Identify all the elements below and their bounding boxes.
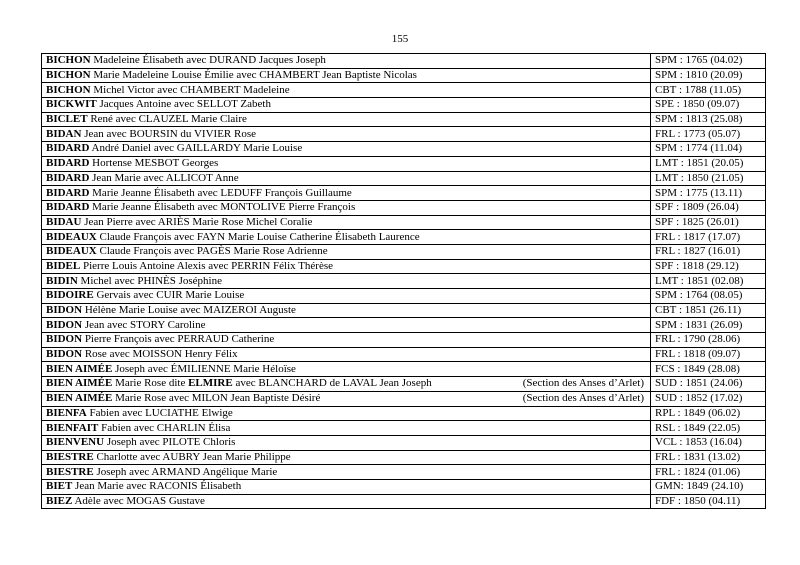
entry-names xyxy=(46,69,646,82)
entry-parish-date: RSL : 1849 (22.05) xyxy=(651,421,766,436)
entry-details: Charlotte avec AUBRY Jean Marie Philippe xyxy=(93,450,291,463)
entry-names-cell xyxy=(42,54,651,69)
entry-names xyxy=(46,113,646,126)
register-row xyxy=(42,391,766,406)
entry-surname: BIDARD xyxy=(46,201,90,214)
entry-surname: BIEN AIMÉE xyxy=(46,377,113,390)
entry-parish-date: FRL : 1824 (01.06) xyxy=(651,465,766,480)
entry-surname: BIDARD xyxy=(46,186,90,199)
entry-details: Claude François avec PAGÈS Marie Rose Adrienne xyxy=(96,245,328,258)
register-row xyxy=(42,98,766,113)
entry-couple xyxy=(46,157,218,170)
entry-details: Michel avec PHINÈS Joséphine xyxy=(77,274,222,287)
entry-names-cell xyxy=(42,98,651,113)
entry-surname: BIDEAUX xyxy=(46,230,97,243)
register-row xyxy=(42,450,766,465)
entry-details: Marie Jeanne Élisabeth avec LEDUFF François Guillaume xyxy=(89,186,352,199)
register-row xyxy=(42,259,766,274)
entry-details: Michel Victor avec CHAMBERT Madeleine xyxy=(90,83,290,96)
entry-details: Marie Jeanne Élisabeth avec MONTOLIVE Pierre François xyxy=(89,201,356,214)
entry-couple xyxy=(46,201,355,214)
entry-surname: BICKWIT xyxy=(46,98,97,111)
entry-names xyxy=(46,84,646,97)
entry-surname: BIENFA xyxy=(46,406,87,419)
entry-names xyxy=(46,466,646,479)
register-row xyxy=(42,171,766,186)
entry-couple xyxy=(46,113,247,126)
entry-names-cell xyxy=(42,303,651,318)
register-row xyxy=(42,435,766,450)
entry-surname: BIENVENU xyxy=(46,436,105,449)
entry-couple xyxy=(46,436,235,449)
entry-details: Rose avec MOISSON Henry Félix xyxy=(82,348,238,361)
entry-details: Fabien avec LUCIATHE Elwige xyxy=(86,406,233,419)
entry-parish-date: LMT : 1850 (21.05) xyxy=(651,171,766,186)
entry-details: Marie Rose avec MILON Jean Baptiste Désiré xyxy=(112,392,321,405)
entry-couple xyxy=(46,128,256,141)
entry-names xyxy=(46,231,646,244)
register-row xyxy=(42,142,766,157)
entry-names-cell xyxy=(42,127,651,142)
entry-parish-date: FCS : 1849 (28.08) xyxy=(651,362,766,377)
entry-names xyxy=(46,422,646,435)
entry-names xyxy=(46,142,646,155)
entry-surname: BIDON xyxy=(46,348,83,361)
entry-couple xyxy=(46,260,333,273)
entry-details-continued: avec BLANCHARD de LAVAL Jean Joseph xyxy=(232,377,432,390)
entry-names xyxy=(46,304,646,317)
entry-names xyxy=(46,348,646,361)
entry-details: Joseph avec ÉMILIENNE Marie Héloïse xyxy=(112,362,296,375)
entry-parish-date: LMT : 1851 (02.08) xyxy=(651,274,766,289)
entry-parish-date: FRL : 1818 (09.07) xyxy=(651,347,766,362)
entry-details: Madeleine Élisabeth avec DURAND Jacques Joseph xyxy=(90,54,326,67)
entry-names xyxy=(46,451,646,464)
entry-couple xyxy=(46,392,320,405)
register-row xyxy=(42,421,766,436)
entry-details: Claude François avec FAYN Marie Louise Catherine Élisabeth Laurence xyxy=(96,230,420,243)
entry-details: Jean Pierre avec ARIÈS Marie Rose Michel Coralie xyxy=(81,215,313,228)
entry-parish-date: SUD : 1851 (24.06) xyxy=(651,377,766,392)
entry-couple xyxy=(46,333,274,346)
register-row xyxy=(42,68,766,83)
entry-couple xyxy=(46,54,326,67)
entry-names xyxy=(46,157,646,170)
entry-names-cell xyxy=(42,391,651,406)
entry-parish-date: SPM : 1765 (04.02) xyxy=(651,54,766,69)
entry-parish-date: LMT : 1851 (20.05) xyxy=(651,156,766,171)
entry-names-cell xyxy=(42,289,651,304)
register-row xyxy=(42,83,766,98)
register-row xyxy=(42,289,766,304)
register-row xyxy=(42,377,766,392)
entry-couple xyxy=(46,231,420,244)
entry-details: Gervais avec CUIR Marie Louise xyxy=(93,289,245,302)
entry-surname: BIET xyxy=(46,480,73,493)
entry-couple xyxy=(46,363,296,376)
entry-surname: BICLET xyxy=(46,113,88,126)
entry-parish-date: SPF : 1809 (26.04) xyxy=(651,200,766,215)
entry-parish-date: SPM : 1810 (20.09) xyxy=(651,68,766,83)
entry-details: Pierre François avec PERRAUD Catherine xyxy=(82,333,275,346)
entry-surname: BIDARD xyxy=(46,157,90,170)
entry-names-cell xyxy=(42,406,651,421)
entry-couple xyxy=(46,142,302,155)
entry-couple xyxy=(46,172,239,185)
entry-couple xyxy=(46,480,241,493)
entry-couple xyxy=(46,69,417,82)
entry-details: Pierre Louis Antoine Alexis avec PERRIN Félix Thérèse xyxy=(80,259,334,272)
entry-names xyxy=(46,260,646,273)
entry-details: Marie Madeleine Louise Émilie avec CHAMBERT Jean Baptiste Nicolas xyxy=(90,69,417,82)
register-row xyxy=(42,479,766,494)
entry-details: Fabien avec CHARLIN Élisa xyxy=(98,421,231,434)
entry-couple xyxy=(46,451,291,464)
register-rows xyxy=(42,54,766,509)
entry-parish-date: SPF : 1818 (29.12) xyxy=(651,259,766,274)
register-row xyxy=(42,54,766,69)
entry-names xyxy=(46,495,646,508)
register-row xyxy=(42,347,766,362)
entry-names xyxy=(46,201,646,214)
entry-names-cell xyxy=(42,230,651,245)
entry-couple xyxy=(46,289,244,302)
entry-names-cell xyxy=(42,450,651,465)
entry-names-cell xyxy=(42,347,651,362)
entry-names xyxy=(46,216,646,229)
entry-surname: BIEN AIMÉE xyxy=(46,362,113,375)
entry-names-cell xyxy=(42,362,651,377)
entry-names xyxy=(46,377,646,390)
entry-names-cell xyxy=(42,435,651,450)
marriage-register-table xyxy=(41,53,766,509)
entry-surname: BICHON xyxy=(46,54,91,67)
entry-couple xyxy=(46,319,205,332)
entry-names xyxy=(46,319,646,332)
entry-parish-date: SPE : 1850 (09.07) xyxy=(651,98,766,113)
entry-names xyxy=(46,54,646,67)
register-row xyxy=(42,112,766,127)
entry-names-cell xyxy=(42,421,651,436)
entry-alias-surname: ELMIRE xyxy=(188,377,233,390)
entry-names xyxy=(46,480,646,493)
entry-couple xyxy=(46,422,230,435)
entry-couple xyxy=(46,377,432,390)
entry-surname: BIEZ xyxy=(46,494,73,507)
entry-parish-date: SPM : 1774 (11.04) xyxy=(651,142,766,157)
entry-surname: BIDAN xyxy=(46,127,82,140)
entry-parish-date: FDF : 1850 (04.11) xyxy=(651,494,766,509)
entry-surname: BIESTRE xyxy=(46,465,94,478)
entry-parish-date: FRL : 1827 (16.01) xyxy=(651,244,766,259)
entry-names-cell xyxy=(42,494,651,509)
entry-couple xyxy=(46,187,352,200)
entry-details: René avec CLAUZEL Marie Claire xyxy=(87,113,247,126)
entry-couple xyxy=(46,98,271,111)
register-row xyxy=(42,406,766,421)
entry-details: Jean avec STORY Caroline xyxy=(82,318,206,331)
entry-names xyxy=(46,392,646,405)
entry-surname: BIDEAUX xyxy=(46,245,97,258)
entry-names-cell xyxy=(42,171,651,186)
entry-details: André Daniel avec GAILLARDY Marie Louise xyxy=(89,142,303,155)
register-row xyxy=(42,230,766,245)
entry-names-cell xyxy=(42,244,651,259)
entry-surname: BICHON xyxy=(46,69,91,82)
entry-couple xyxy=(46,84,290,97)
entry-surname: BIEN AIMÉE xyxy=(46,392,113,405)
entry-details: Joseph avec ARMAND Angélique Marie xyxy=(93,465,278,478)
register-row xyxy=(42,333,766,348)
entry-parish-date: VCL : 1853 (16.04) xyxy=(651,435,766,450)
entry-surname: BICHON xyxy=(46,83,91,96)
entry-couple xyxy=(46,495,205,508)
entry-details: Adèle avec MOGAS Gustave xyxy=(72,494,205,507)
entry-surname: BIDON xyxy=(46,304,83,317)
entry-details: Marie Rose dite xyxy=(112,377,189,390)
entry-parish-date: SUD : 1852 (17.02) xyxy=(651,391,766,406)
entry-section-note: (Section des Anses d’Arlet) xyxy=(522,377,644,390)
entry-details: Jean avec BOURSIN du VIVIER Rose xyxy=(81,127,257,140)
entry-names xyxy=(46,436,646,449)
register-row xyxy=(42,274,766,289)
register-row xyxy=(42,127,766,142)
page-number: 155 xyxy=(391,33,409,45)
entry-names-cell xyxy=(42,112,651,127)
entry-parish-date: FRL : 1790 (28.06) xyxy=(651,333,766,348)
entry-couple xyxy=(46,304,296,317)
entry-couple xyxy=(46,466,277,479)
entry-names-cell xyxy=(42,186,651,201)
register-row xyxy=(42,156,766,171)
entry-surname: BIDOIRE xyxy=(46,289,94,302)
entry-names-cell xyxy=(42,156,651,171)
entry-names-cell xyxy=(42,200,651,215)
entry-names xyxy=(46,98,646,111)
entry-parish-date: SPM : 1775 (13.11) xyxy=(651,186,766,201)
entry-names xyxy=(46,289,646,302)
entry-parish-date: FRL : 1817 (17.07) xyxy=(651,230,766,245)
entry-names-cell xyxy=(42,83,651,98)
entry-names-cell xyxy=(42,333,651,348)
entry-surname: BIDARD xyxy=(46,171,90,184)
entry-details: Jacques Antoine avec SELLOT Zabeth xyxy=(96,98,271,111)
entry-names xyxy=(46,187,646,200)
register-row xyxy=(42,244,766,259)
register-row xyxy=(42,200,766,215)
entry-names-cell xyxy=(42,465,651,480)
entry-surname: BIDIN xyxy=(46,274,78,287)
entry-names-cell xyxy=(42,259,651,274)
entry-parish-date: GMN: 1849 (24.10) xyxy=(651,479,766,494)
entry-names-cell xyxy=(42,274,651,289)
entry-parish-date: SPM : 1813 (25.08) xyxy=(651,112,766,127)
entry-names-cell xyxy=(42,68,651,83)
entry-surname: BIENFAIT xyxy=(46,421,99,434)
entry-parish-date: SPM : 1764 (08.05) xyxy=(651,289,766,304)
entry-couple xyxy=(46,275,222,288)
entry-parish-date: CBT : 1788 (11.05) xyxy=(651,83,766,98)
entry-details: Hélène Marie Louise avec MAIZEROI Auguste xyxy=(82,304,296,317)
entry-surname: BIDON xyxy=(46,333,83,346)
entry-names xyxy=(46,245,646,258)
entry-couple xyxy=(46,216,312,229)
register-row xyxy=(42,318,766,333)
entry-parish-date: SPM : 1831 (26.09) xyxy=(651,318,766,333)
entry-names xyxy=(46,128,646,141)
entry-names-cell xyxy=(42,318,651,333)
entry-names-cell xyxy=(42,215,651,230)
entry-details: Jean Marie avec ALLICOT Anne xyxy=(89,171,239,184)
entry-parish-date: CBT : 1851 (26.11) xyxy=(651,303,766,318)
entry-parish-date: SPF : 1825 (26.01) xyxy=(651,215,766,230)
entry-names-cell xyxy=(42,479,651,494)
entry-names xyxy=(46,363,646,376)
entry-couple xyxy=(46,348,238,361)
entry-surname: BIDEL xyxy=(46,259,81,272)
entry-names xyxy=(46,333,646,346)
register-row xyxy=(42,362,766,377)
register-row xyxy=(42,186,766,201)
entry-surname: BIDON xyxy=(46,318,83,331)
entry-details: Hortense MESBOT Georges xyxy=(89,157,219,170)
register-row xyxy=(42,494,766,509)
entry-couple xyxy=(46,245,328,258)
entry-surname: BIDARD xyxy=(46,142,90,155)
entry-section-note: (Section des Anses d’Arlet) xyxy=(522,392,644,405)
entry-names-cell xyxy=(42,377,651,392)
entry-parish-date: FRL : 1773 (05.07) xyxy=(651,127,766,142)
register-row xyxy=(42,465,766,480)
entry-couple xyxy=(46,407,233,420)
entry-details: Joseph avec PILOTE Chloris xyxy=(104,436,236,449)
register-row xyxy=(42,215,766,230)
entry-names-cell xyxy=(42,142,651,157)
entry-parish-date: RPL : 1849 (06.02) xyxy=(651,406,766,421)
entry-names xyxy=(46,275,646,288)
entry-parish-date: FRL : 1831 (13.02) xyxy=(651,450,766,465)
entry-names xyxy=(46,407,646,420)
register-row xyxy=(42,303,766,318)
entry-surname: BIDAU xyxy=(46,215,82,228)
entry-names xyxy=(46,172,646,185)
entry-details: Jean Marie avec RACONIS Élisabeth xyxy=(72,480,242,493)
entry-surname: BIESTRE xyxy=(46,450,94,463)
